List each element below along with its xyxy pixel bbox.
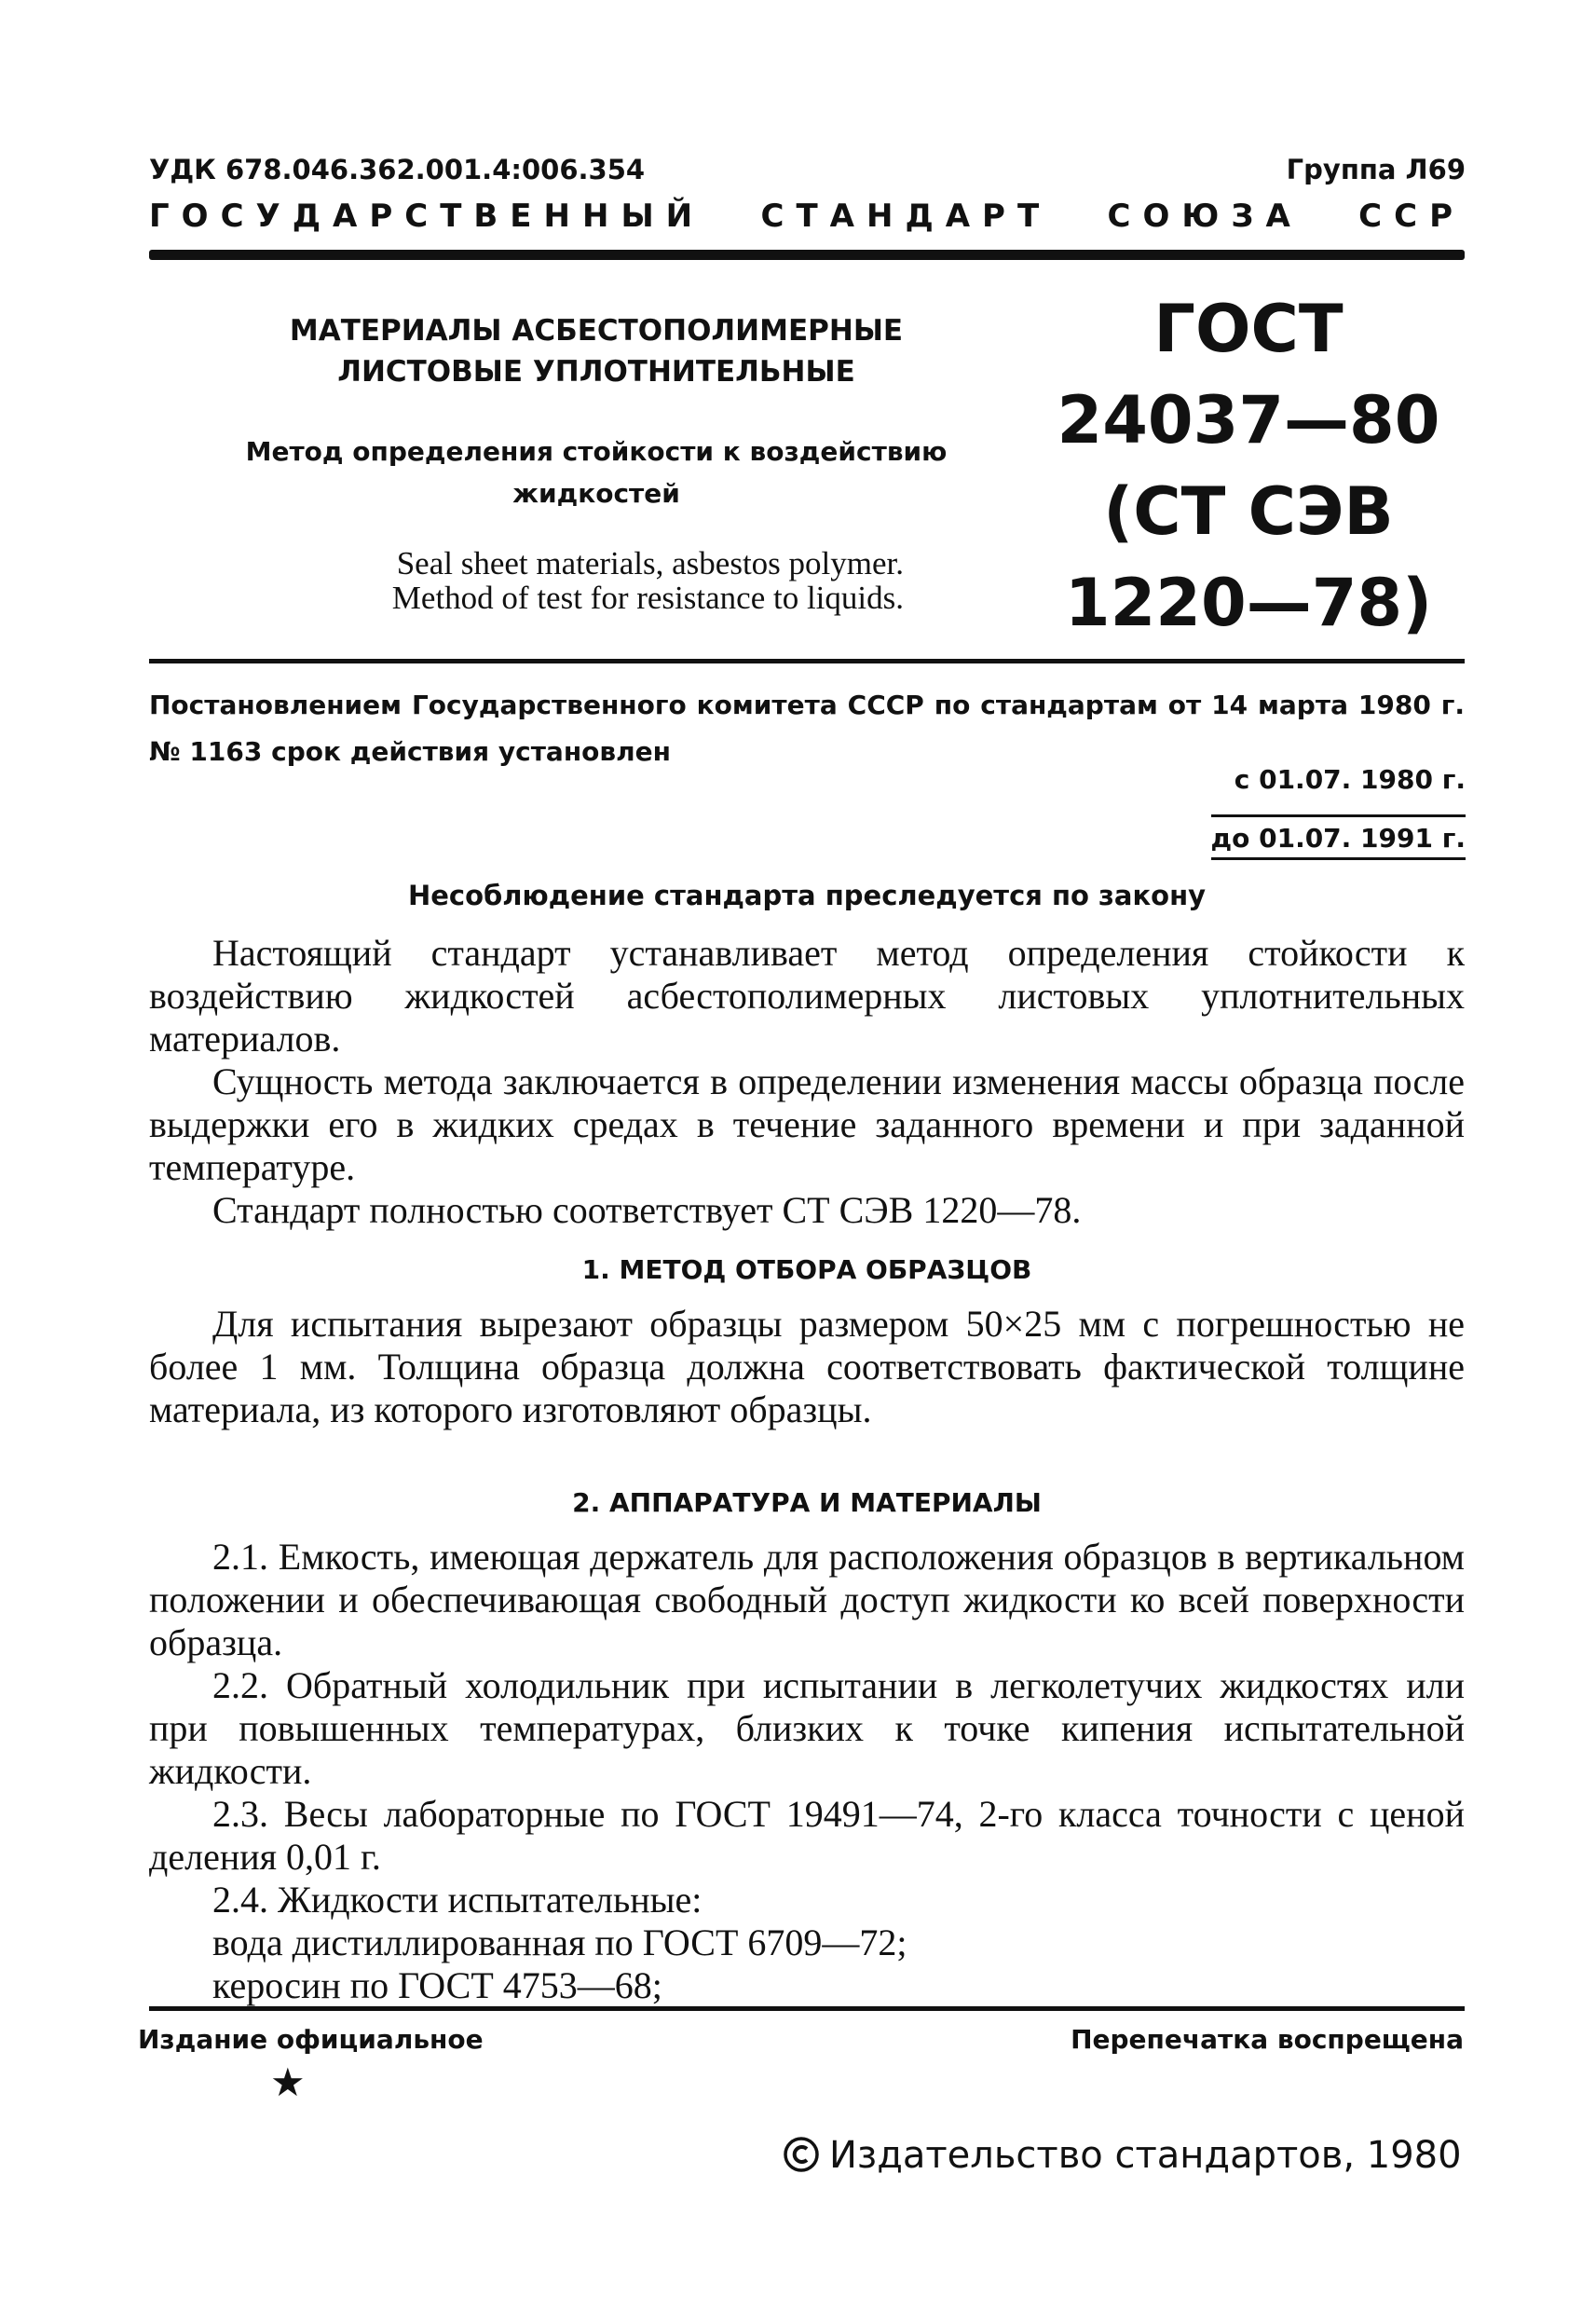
footer-rule — [149, 2006, 1465, 2011]
intro-paragraph-3: Стандарт полностью соответствует СТ СЭВ 1220—78. — [212, 1189, 1082, 1231]
clause-2-1: 2.1. Емкость, имеющая держатель для расположения образцов в вертикальном положении и обеспечивающая свободный доступ жидкости ко всей поверхности образца. — [149, 1536, 1465, 1663]
intro-block — [149, 932, 1465, 1232]
header-rule — [149, 250, 1465, 260]
st-sev-label: (СТ СЭВ — [1103, 473, 1394, 550]
list-item-kerosene: керосин по ГОСТ 4753—68; — [212, 1964, 662, 2006]
copyright-icon — [783, 2136, 820, 2173]
gost-label: ГОСТ — [1153, 291, 1344, 367]
method-subtitle — [233, 431, 960, 514]
title-line-2: ЛИСТОВЫЕ УПЛОТНИТЕЛЬНЫЕ — [337, 355, 855, 389]
intro-paragraph-1: Настоящий стандарт устанавливает метод определения стойкости к воздействию жидкостей асбестополимерных листовых уплотнительных материалов. — [149, 932, 1465, 1060]
official-edition: Издание официальное — [138, 2024, 484, 2055]
udk-code: УДК 678.046.362.001.4:006.354 — [149, 154, 646, 185]
method-line-2: жидкостей — [512, 478, 680, 509]
clause-2-2: 2.2. Обратный холодильник при испытании в легколетучих жидкостях или при повышенных температурах, близких к точке кипения испытательной жидкости. — [149, 1664, 1465, 1792]
clause-2-3: 2.3. Весы лабораторные по ГОСТ 19491—74, 2-го класса точности с ценой деления 0,01 г. — [149, 1793, 1465, 1878]
standard-type-heading — [149, 198, 1465, 235]
gost-number: 24037—80 — [1057, 382, 1440, 458]
valid-to: до 01.07. 1991 г. — [1211, 814, 1466, 860]
gost-designation — [1053, 283, 1444, 649]
section-2-heading: 2. АППАРАТУРА И МАТЕРИАЛЫ — [572, 1487, 1042, 1518]
heading-word-2: СТАНДАРТ — [760, 198, 1052, 235]
method-line-1: Метод определения стойкости к воздействию — [245, 436, 948, 467]
publisher-text: Издательство стандартов, 1980 — [829, 2134, 1462, 2177]
english-line-1: Seal sheet materials, asbestos polymer. — [396, 545, 904, 581]
section-1-paragraph: Для испытания вырезают образцы размером 50×25 мм с погрешностью не более 1 мм. Толщина образца должна соответствовать фактической толщине материала, из которого изготовляют образцы. — [149, 1303, 1465, 1430]
section-2-body — [149, 1536, 1465, 2007]
legal-notice: Несоблюдение стандарта преследуется по закону — [407, 880, 1207, 911]
section-1-heading: 1. МЕТОД ОТБОРА ОБРАЗЦОВ — [581, 1254, 1032, 1285]
section-1-body — [149, 1303, 1465, 1431]
english-title — [233, 546, 904, 615]
english-line-2: Method of test for resistance to liquids. — [391, 580, 904, 616]
title-line-1: МАТЕРИАЛЫ АСБЕСТОПОЛИМЕРНЫЕ — [289, 314, 904, 348]
st-sev-number: 1220—78) — [1064, 565, 1433, 641]
valid-from: с 01.07. 1980 г. — [1234, 764, 1466, 795]
heading-word-3: СОЮЗА — [1107, 198, 1303, 235]
publisher-line — [783, 2134, 1462, 2177]
title-rule — [149, 659, 1465, 663]
heading-word-4: ССР — [1358, 198, 1465, 235]
intro-paragraph-2: Сущность метода заключается в определении изменения массы образца после выдержки его в жидких средах в течение заданного времени и при заданной температуре. — [149, 1060, 1465, 1188]
clause-2-4: 2.4. Жидкости испытательные: — [212, 1879, 703, 1921]
star-icon: ★ — [270, 2062, 306, 2105]
reprint-notice: Перепечатка воспрещена — [1071, 2024, 1464, 2055]
decree-text: Постановлением Государственного комитета СССР по стандартам от 14 марта 1980 г. № 1163 срок действия установлен — [149, 690, 1465, 767]
document-title — [233, 310, 960, 392]
group-code: Группа Л69 — [1286, 154, 1466, 185]
list-item-water: вода дистиллированная по ГОСТ 6709—72; — [212, 1921, 907, 1963]
heading-word-1: ГОСУДАРСТВЕННЫЙ — [149, 198, 705, 235]
